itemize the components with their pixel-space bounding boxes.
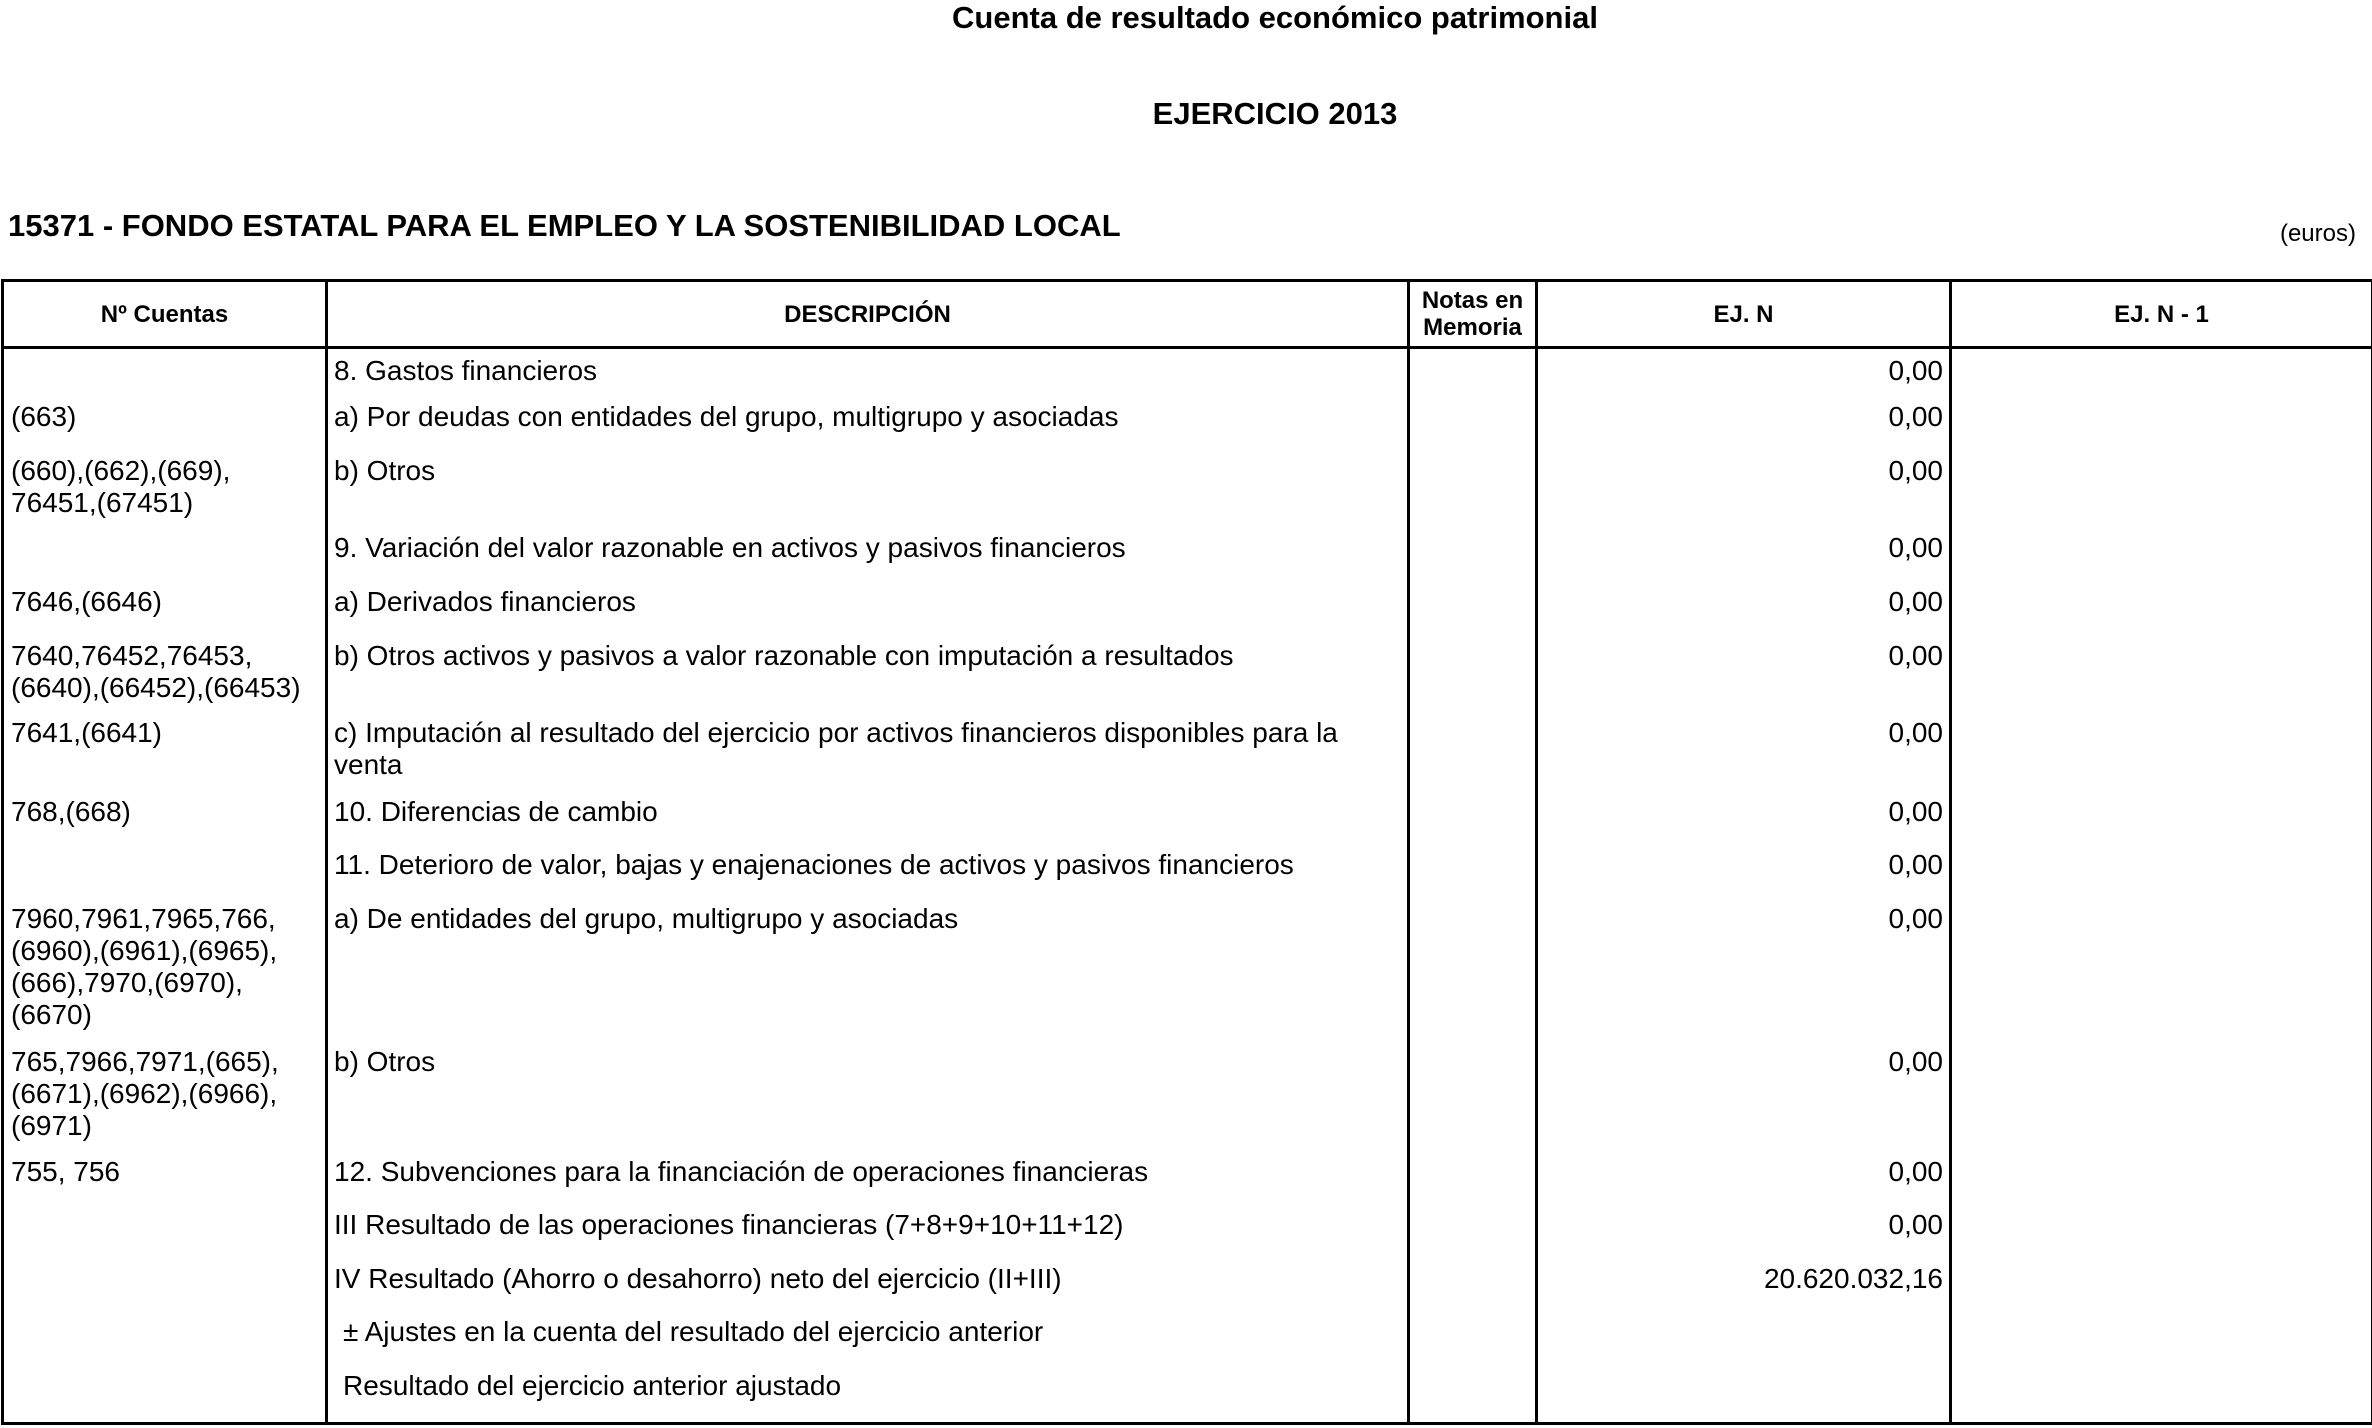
- year-n-value-cell: 0,00: [1537, 640, 1951, 717]
- table-header-row: [3, 281, 2372, 348]
- notes-cell: [1409, 640, 1537, 717]
- description-cell: b) Otros activos y pasivos a valor razonable con imputación a resultados: [327, 640, 1409, 717]
- description-cell: c) Imputación al resultado del ejercicio por activos financieros disponibles para la venta: [327, 717, 1409, 796]
- description-cell: Resultado del ejercicio anterior ajustado: [327, 1370, 1409, 1424]
- year-n1-value-cell: [1951, 1046, 2372, 1156]
- year-n1-value-cell: [1951, 717, 2372, 796]
- description-cell: 12. Subvenciones para la financiación de operaciones financieras: [327, 1156, 1409, 1209]
- notes-cell: [1409, 455, 1537, 532]
- year-n1-value-cell: [1951, 532, 2372, 586]
- year-n1-value-cell: [1951, 640, 2372, 717]
- account-codes-cell: [3, 532, 327, 586]
- table-row: [3, 455, 2372, 532]
- year-n-value-cell: 0,00: [1537, 586, 1951, 640]
- notes-cell: [1409, 849, 1537, 903]
- notes-cell: [1409, 1263, 1537, 1316]
- year-n-value-cell: 0,00: [1537, 717, 1951, 796]
- account-codes-cell: (663): [3, 401, 327, 455]
- notes-cell: [1409, 1316, 1537, 1370]
- table-row: [3, 796, 2372, 849]
- notes-column-header: [1409, 281, 1537, 348]
- table-row: [3, 532, 2372, 586]
- table-row: [3, 903, 2372, 1046]
- notes-cell: [1409, 1370, 1537, 1424]
- account-codes-cell: 7640,76452,76453, (6640),(66452),(66453): [3, 640, 327, 717]
- results-table: [1, 279, 2372, 1425]
- notes-header-line2: Memoria: [1423, 314, 1522, 341]
- year-n1-value-cell: [1951, 1209, 2372, 1263]
- year-n1-value-cell: [1951, 903, 2372, 1046]
- account-codes-cell: 768,(668): [3, 796, 327, 849]
- table-row: [3, 401, 2372, 455]
- description-cell: III Resultado de las operaciones financieras (7+8+9+10+11+12): [327, 1209, 1409, 1263]
- account-codes-cell: [3, 1370, 327, 1424]
- description-cell: ± Ajustes en la cuenta del resultado del ejercicio anterior: [327, 1316, 1409, 1370]
- notes-cell: [1409, 903, 1537, 1046]
- table-row: [3, 348, 2372, 401]
- year-n1-value-cell: [1951, 455, 2372, 532]
- report-title: Cuenta de resultado económico patrimonial: [952, 0, 1598, 35]
- year-n-value-cell: 20.620.032,16: [1537, 1263, 1951, 1316]
- notes-cell: [1409, 1156, 1537, 1209]
- year-n-value-cell: 0,00: [1537, 532, 1951, 586]
- description-cell: 10. Diferencias de cambio: [327, 796, 1409, 849]
- account-codes-cell: [3, 1263, 327, 1316]
- description-cell: b) Otros: [327, 1046, 1409, 1156]
- description-cell: a) Por deudas con entidades del grupo, multigrupo y asociadas: [327, 401, 1409, 455]
- year-n1-value-cell: [1951, 348, 2372, 401]
- description-cell: IV Resultado (Ahorro o desahorro) neto del ejercicio (II+III): [327, 1263, 1409, 1316]
- entity-name: 15371 - FONDO ESTATAL PARA EL EMPLEO Y LA SOSTENIBILIDAD LOCAL: [8, 208, 1121, 243]
- account-codes-cell: [3, 849, 327, 903]
- description-cell: a) De entidades del grupo, multigrupo y asociadas: [327, 903, 1409, 1046]
- table-row: [3, 717, 2372, 796]
- notes-cell: [1409, 1046, 1537, 1156]
- account-codes-cell: 7641,(6641): [3, 717, 327, 796]
- year-n1-value-cell: [1951, 849, 2372, 903]
- description-column-header: DESCRIPCIÓN: [327, 281, 1409, 348]
- description-cell: b) Otros: [327, 455, 1409, 532]
- notes-header-line1: Notas en: [1421, 287, 1524, 314]
- account-codes-cell: [3, 1209, 327, 1263]
- table-body: [3, 348, 2372, 1424]
- currency-units: (euros): [2279, 220, 2356, 247]
- table-row: [3, 1370, 2372, 1424]
- table-row: [3, 1156, 2372, 1209]
- year-n1-value-cell: [1951, 1263, 2372, 1316]
- notes-cell: [1409, 796, 1537, 849]
- year-n-value-cell: [1537, 1316, 1951, 1370]
- account-codes-cell: [3, 348, 327, 401]
- year-n-value-cell: 0,00: [1537, 455, 1951, 532]
- year-n1-value-cell: [1951, 796, 2372, 849]
- account-codes-cell: 7646,(6646): [3, 586, 327, 640]
- year-n1-value-cell: [1951, 1316, 2372, 1370]
- description-cell: 9. Variación del valor razonable en activos y pasivos financieros: [327, 532, 1409, 586]
- year-n-value-cell: 0,00: [1537, 1156, 1951, 1209]
- notes-cell: [1409, 532, 1537, 586]
- account-codes-cell: (660),(662),(669), 76451,(67451): [3, 455, 327, 532]
- year-n-value-cell: 0,00: [1537, 1046, 1951, 1156]
- year-n1-value-cell: [1951, 1156, 2372, 1209]
- year-n1-value-cell: [1951, 586, 2372, 640]
- year-n-value-cell: 0,00: [1537, 903, 1951, 1046]
- year-n-value-cell: 0,00: [1537, 796, 1951, 849]
- account-codes-cell: 765,7966,7971,(665), (6671),(6962),(6966), (6971): [3, 1046, 327, 1156]
- account-codes-cell: 7960,7961,7965,766, (6960),(6961),(6965), (666),7970,(6970), (6670): [3, 903, 327, 1046]
- year-n-value-cell: 0,00: [1537, 401, 1951, 455]
- table-row: [3, 586, 2372, 640]
- description-cell: 11. Deterioro de valor, bajas y enajenaciones de activos y pasivos financieros: [327, 849, 1409, 903]
- notes-cell: [1409, 401, 1537, 455]
- table-row: [3, 640, 2372, 717]
- notes-cell: [1409, 348, 1537, 401]
- year-n1-value-cell: [1951, 401, 2372, 455]
- table-row: [3, 1316, 2372, 1370]
- table-row: [3, 1263, 2372, 1316]
- notes-cell: [1409, 717, 1537, 796]
- accounts-column-header: Nº Cuentas: [3, 281, 327, 348]
- description-cell: a) Derivados financieros: [327, 586, 1409, 640]
- year-n1-column-header: EJ. N - 1: [1951, 281, 2372, 348]
- year-n-value-cell: 0,00: [1537, 1209, 1951, 1263]
- table-row: [3, 1209, 2372, 1263]
- notes-cell: [1409, 1209, 1537, 1263]
- notes-cell: [1409, 586, 1537, 640]
- table-row: [3, 1046, 2372, 1156]
- year-n-value-cell: 0,00: [1537, 348, 1951, 401]
- year-n-value-cell: 0,00: [1537, 849, 1951, 903]
- year-n-column-header: EJ. N: [1537, 281, 1951, 348]
- account-codes-cell: [3, 1316, 327, 1370]
- exercise-year: EJERCICIO 2013: [1152, 96, 1398, 131]
- year-n1-value-cell: [1951, 1370, 2372, 1424]
- year-n-value-cell: [1537, 1370, 1951, 1424]
- table-row: [3, 849, 2372, 903]
- account-codes-cell: 755, 756: [3, 1156, 327, 1209]
- description-cell: 8. Gastos financieros: [327, 348, 1409, 401]
